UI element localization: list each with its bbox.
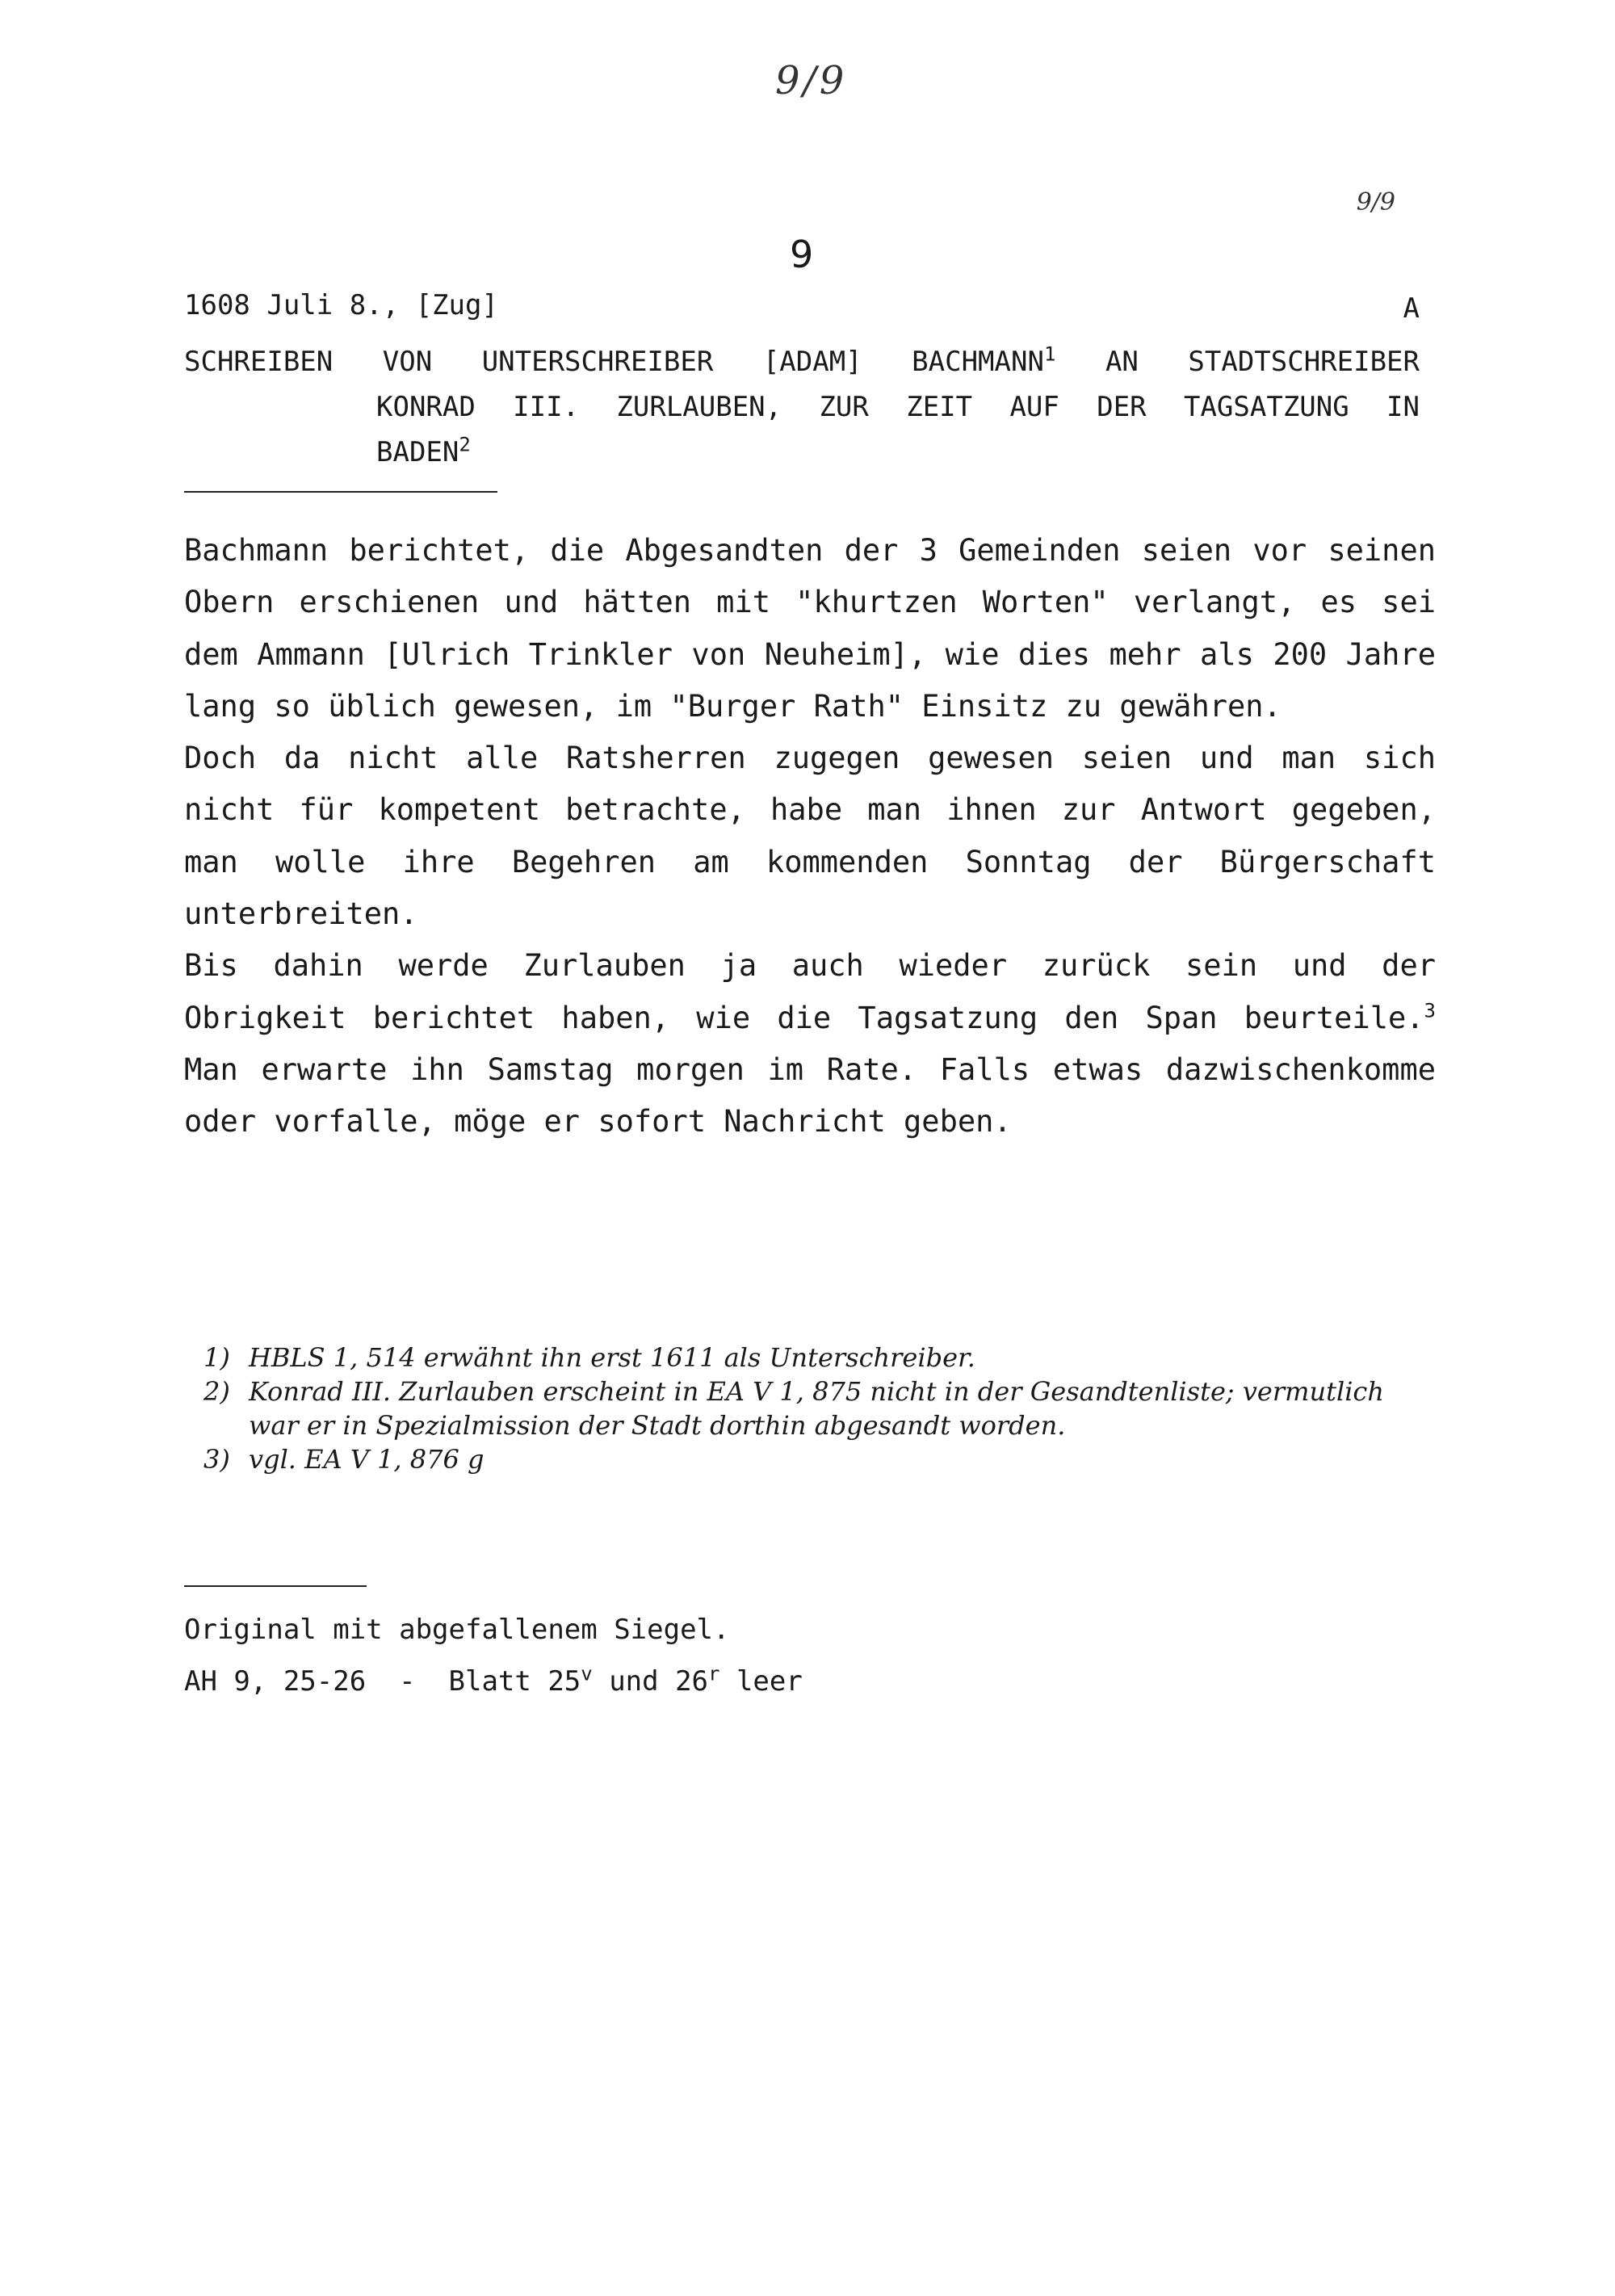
footnote: 1) HBLS 1, 514 erwähnt ihn erst 1611 als Unterschreiber. [203,1342,975,1373]
category-letter: A [1403,292,1420,325]
handwritten-page-note: 9/9 [775,58,848,103]
body-paragraph-1: Bachmann berichtet, die Abgesandten der 3 Gemeinden seien vor seinen Obern erschienen und hätten mit "khurtzen Worten" verlangt, es sei dem Ammann [Ulrich Trinkler von Neuheim], wie dies mehr als 200 Jahre lang so üblich gewesen, im "Burger Rath" Einsitz zu gewähren. [184,533,1436,724]
heading-divider [184,491,497,493]
footnote-ref-2: 2 [459,433,471,456]
body-paragraph-2: Doch da nicht alle Ratsherren zugegen gewesen seien und man sich nicht für kompetent betrachte, habe man ihnen zur Antwort gegeben, man wolle ihre Begehren am kommenden Sonntag der Bürgerschaft unterbreiten. [184,741,1436,932]
footnote-ref-1: 1 [1043,342,1056,366]
source-line-2: AH 9, 25-26 - Blatt 25$^v$ und 26$^r$ leer [184,1662,803,1698]
heading-line-2: KONRAD III. ZURLAUBEN, ZUR ZEIT AUF DER TAGSATZUNG IN [376,391,1420,423]
heading-line-3: BADEN$^2$ [376,433,471,468]
footnote: 2) Konrad III. Zurlauben erscheint in EA V 1, 875 nicht in der Gesandtenliste; vermutlich war er in Spezialmission der Stadt dorthin abgesandt worden. [203,1376,1384,1441]
regest-body [184,525,1436,1148]
document-heading [184,339,1420,475]
source-information [184,1604,803,1707]
date-line: 1608 Juli 8., [Zug] [184,289,498,321]
source-divider [184,1585,367,1587]
footnote-ref-3: 3 [1424,999,1436,1022]
document-number: 9 [790,233,814,276]
footnote: 3) vgl. EA V 1, 876 g [203,1444,484,1475]
footnotes [203,1341,1415,1476]
body-paragraph-3: Bis dahin werde Zurlauben ja auch wieder zurück sein und der Obrigkeit berichtet haben, wie die Tagsatzung den Span beurteile.$^3$ Man erwarte ihn Samstag morgen im Rate. Falls etwas dazwischenkomme oder vorfalle, möge er sofort Nachricht geben. [184,948,1436,1140]
source-line-1: Original mit abgefallenem Siegel. [184,1614,730,1646]
page-reference: 9/9 [1356,188,1395,216]
heading-line-1: SCHREIBEN VON UNTERSCHREIBER [ADAM] BACHMANN$^1$ AN STADTSCHREIBER [184,342,1420,378]
